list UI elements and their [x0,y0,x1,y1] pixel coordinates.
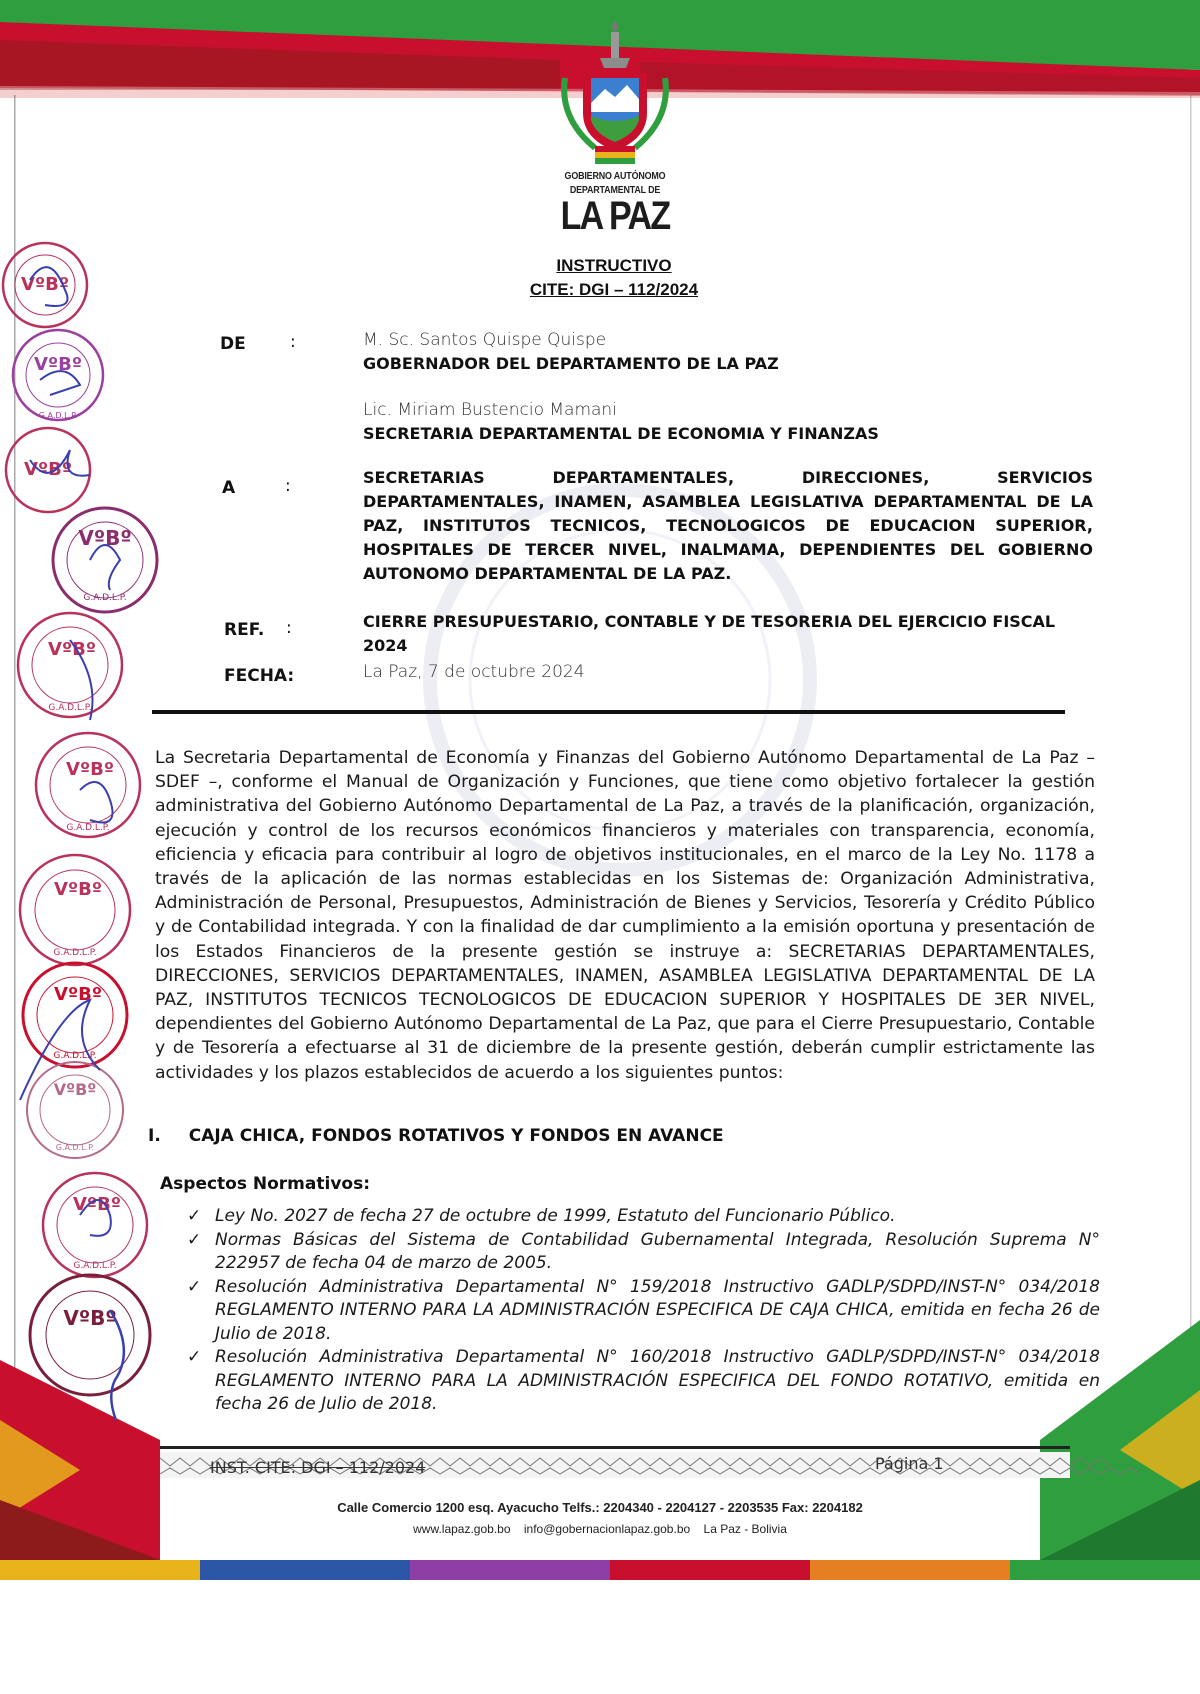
a-label: A [222,478,236,498]
stamp-7-gadlp: G.A.D.L.P. [53,948,97,958]
sender-1-name: M. Sc. Santos Quispe Quispe [363,330,607,350]
ref-colon: : [286,618,292,638]
sender-2 [363,398,1093,446]
footer-city: La Paz - Bolivia [703,1522,787,1536]
stamp-5-vobo: VºBº [48,639,96,660]
section-number: I. [148,1126,161,1146]
footer-cite: INST. CITE: DGI – 112/2024 [210,1458,426,1477]
header-divider [152,710,1065,714]
stamp-6-gadlp: G.A.D.L.P. [66,823,110,833]
list-item: ✓ Resolución Administrativa Departamental N° 159/2018 Instructivo GADLP/SDPD/INST-N° 034/2018 REGLAMENTO INTERNO PARA LA ADMINISTRACIÓN ESPECIFICA DE CAJA CHICA, emitida en fecha 26 de Julio de 2018. [187,1276,1100,1344]
checkmark-icon: ✓ [187,1347,202,1367]
section-1-heading [148,1126,724,1146]
website-link[interactable]: www.lapaz.gob.bo [413,1522,511,1536]
footer-divider [160,1446,1070,1449]
stamp-11 [30,1275,150,1395]
checkmark-icon: ✓ [187,1229,202,1250]
stamp-2 [13,330,103,420]
list-item: ✓ Resolución Administrativa Departamental N° 160/2018 Instructivo GADLP/SDPD/INST-N° 034/2018 REGLAMENTO INTERNO PARA LA ADMINISTRACIÓN ESPECIFICA DEL FONDO ROTATIVO, emitida en fecha 26 de Julio de 2018. [187,1347,1100,1414]
stamp-1-vobo: VºBº [21,274,69,295]
sender-1-title: GOBERNADOR DEL DEPARTAMENTO DE LA PAZ [363,354,779,373]
coat-of-arms-icon [555,18,675,168]
section-title: CAJA CHICA, FONDOS ROTATIVOS Y FONDOS EN AVANCE [188,1126,724,1146]
recipients: SECRETARIAS DEPARTAMENTALES, DIRECCIONES, SERVICIOS DEPARTAMENTALES, INAMEN, ASAMBLEA LEGISLATIVA DEPARTAMENTAL DE LA PAZ, INSTITUTOS TECNICOS, TECNOLOGICOS DE EDUCACION SUPERIOR, HOSPITALES DE TERCER NIVEL, INALMAMA, DEPENDIENTES DEL GOBIERNO AUTONOMO DEPARTAMENTAL DE LA PAZ. [363,468,1093,583]
stamp-2-vobo: VºBº [34,354,82,375]
list-item: ✓ Normas Básicas del Sistema de Contabilidad Gubernamental Integrada, Resolución Suprema N° 222957 de fecha 04 de marzo de 2005. [187,1229,1100,1273]
stamp-4-gadlp: G.A.D.L.P. [83,593,127,603]
stamp-8 [23,963,127,1067]
footer-address: Calle Comercio 1200 esq. Ayacucho Telfs.: 2204340 - 2204127 - 2203535 Fax: 2204182 [337,1500,863,1515]
reference: CIERRE PRESUPUESTARIO, CONTABLE Y DE TESORERIA DEL EJERCICIO FISCAL 2024 [363,612,1056,655]
stamp-6 [36,733,140,837]
list-item: ✓ Ley No. 2027 de fecha 27 de octubre de 1999, Estatuto del Funcionario Público. [185,1205,1100,1229]
stamp-10 [43,1173,147,1277]
logo-line-1: GOBIERNO AUTÓNOMO [564,170,666,182]
stamp-10-vobo: VºBº [73,1194,121,1215]
logo-name: LA PAZ [560,194,670,238]
stamp-1 [3,243,87,327]
email-link[interactable]: info@gobernacionlapaz.gob.bo [523,1522,691,1536]
stamp-4 [53,508,157,612]
document-type: INSTRUCTIVO [556,256,672,275]
subsection-heading: Aspectos Normativos: [160,1174,371,1194]
stamp-7-vobo: VºBº [54,879,102,900]
stamp-11-vobo: VºBº [63,1306,117,1330]
page-number: Página 1 [875,1454,944,1473]
sender-2-title: SECRETARIA DEPARTAMENTAL DE ECONOMIA Y FINANZAS [363,424,879,443]
stamp-5 [18,613,122,717]
signature-4 [90,545,120,590]
sender-2-name: Lic. Miriam Bustencio Mamani [363,400,617,420]
stamp-8-vobo: VºBº [54,984,102,1005]
stamp-2-gadlp: G.A.D.L.P. [38,411,78,420]
document-cite: CITE: DGI – 112/2024 [529,280,699,299]
stamp-6-vobo: VºBº [66,759,114,780]
checkmark-icon: ✓ [187,1276,202,1297]
footer-contact [0,1522,1200,1536]
government-logo [540,18,690,236]
a-colon: : [285,476,291,496]
stamp-9 [27,1062,123,1158]
approval-stamps [0,0,170,1420]
fecha-label: FECHA: [224,666,295,686]
de-colon: : [290,332,296,352]
logo-line-2: DEPARTAMENTAL DE [569,184,661,196]
ref-label: REF. [224,620,265,640]
stamp-9-vobo: VºBº [53,1080,97,1099]
sender-1 [363,328,1093,376]
norms-list [185,1205,1100,1417]
stamp-4-vobo: VºBº [78,526,132,550]
date: La Paz, 7 de octubre 2024 [363,662,585,682]
stamp-5-gadlp: G.A.D.L.P. [48,703,92,713]
intro-paragraph: La Secretaria Departamental de Economía y Finanzas del Gobierno Autónomo Departamental de La Paz – SDEF –, conforme el Manual de Organización y Funciones, que tiene como objetivo fortalecer la gestión administrativa del Gobierno Autónomo Departamental de La Paz, a través de la planificación, organización, ejecución y control de los recursos económicos financieros y materiales con transparencia, economía, eficiencia y eficacia para contribuir al logro de objetivos institucionales, en el marco de la Ley No. 1178 a través de la aplicación de las normas establecidas en los Sistemas de: Organización Administrativa, Administración de Personal, Presupuestos, Administración de Bienes y Servicios, Tesorería y Crédito Público y de Contabilidad integrada. Y con la finalidad de dar cumplimiento a la emisión oportuna y presentación de los Estados Financieros de la presente gestión se instruye a: SECRETARIAS DEPARTAMENTALES, DIRECCIONES, SERVICIOS DEPARTAMENTALES, INAMEN, ASAMBLEA LEGISLATIVA DEPARTAMENTAL DE LA PAZ, INSTITUTOS TECNICOS TECNOLOGICOS DE EDUCACION SUPERIOR Y HOSPITALES DE 3ER NIVEL, dependientes del Gobierno Autónomo Departamental de La Paz, que para el Cierre Presupuestario, Contable y de Tesorería a efectuarse al 31 de diciembre de la presente gestión, deberán cumplir estrictamente las actividades y los plazos establecidos de acuerdo a los siguientes puntos: [155,748,1095,1083]
de-label: DE [220,334,246,354]
stamp-10-gadlp: G.A.D.L.P. [73,1261,117,1271]
stamp-3-vobo: VºBº [24,459,72,480]
signature-6 [80,782,113,823]
checkmark-icon: ✓ [187,1206,202,1226]
stamp-7 [20,855,130,965]
stamp-8-gadlp: G.A.D.L.P. [53,1051,97,1061]
stamp-9-gadlp: G.A.D.L.P. [55,1143,95,1152]
stamp-3 [6,428,90,512]
